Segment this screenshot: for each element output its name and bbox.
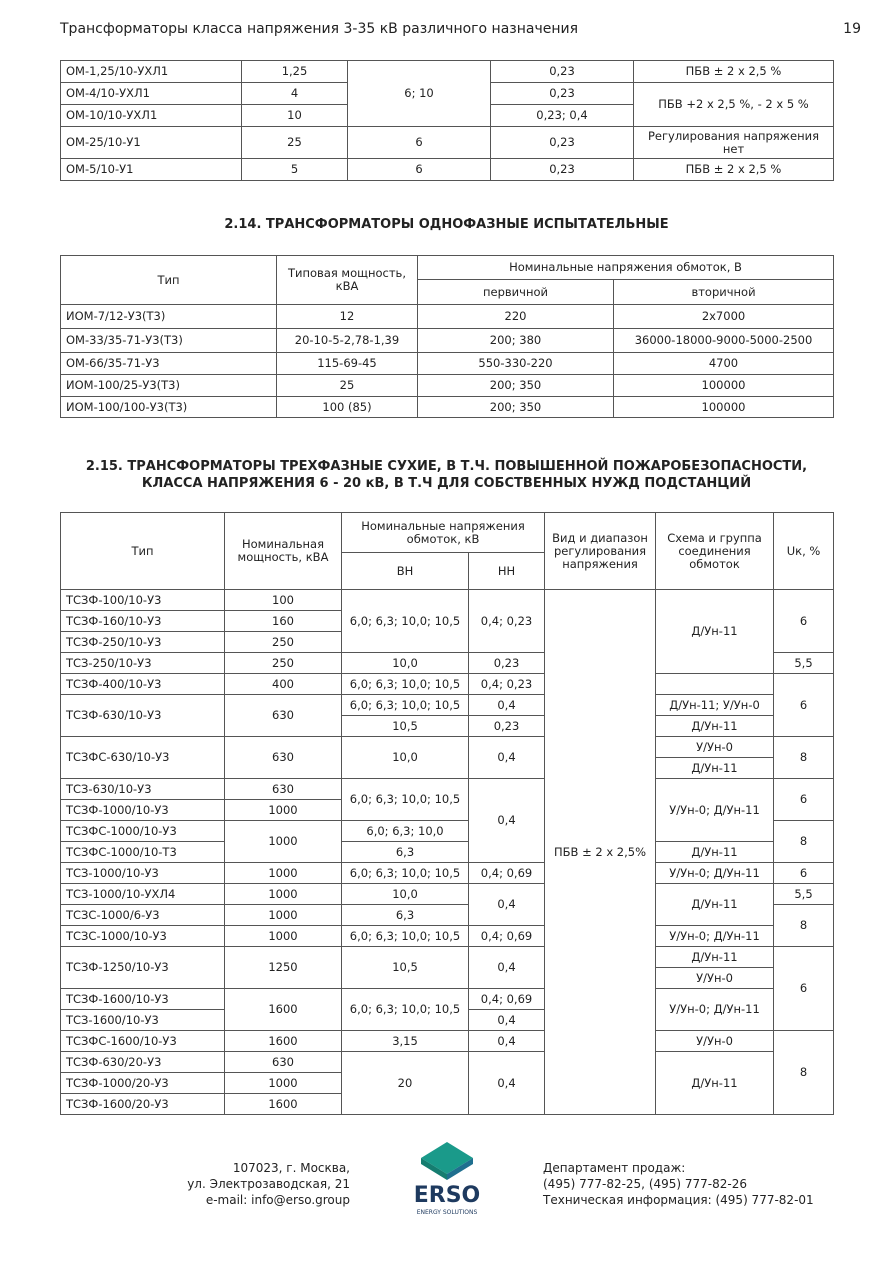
table-cell: ТСЗФС-1600/10-У3 bbox=[61, 1031, 225, 1052]
table-cell: ТСЗС-1000/10-У3 bbox=[61, 926, 225, 947]
table-cell: Д/Ун-11; У/Ун-0 bbox=[656, 695, 774, 716]
table-cell: 1000 bbox=[225, 884, 342, 905]
table-cell: 5 bbox=[242, 159, 348, 181]
table-cell: У/Ун-0; Д/Ун-11 bbox=[656, 989, 774, 1031]
table-cell: 4 bbox=[242, 83, 348, 105]
table-cell: 1600 bbox=[225, 1094, 342, 1115]
logo-subtext: ENERGY SOLUTIONS bbox=[416, 1209, 478, 1216]
table-cell: ТСЗФ-1000/10-У3 bbox=[61, 800, 225, 821]
table-cell: У/Ун-0 bbox=[656, 968, 774, 989]
table-cell: ТСЗС-1000/6-У3 bbox=[61, 905, 225, 926]
table-cell: 6 bbox=[774, 779, 834, 821]
table-cell: 12 bbox=[277, 305, 418, 329]
table-cell: ОМ-33/35-71-У3(Т3) bbox=[61, 329, 277, 353]
erso-logo bbox=[397, 1140, 497, 1220]
table-cell: ОМ-25/10-У1 bbox=[61, 127, 242, 159]
table-cell: 0,4 bbox=[469, 1010, 545, 1031]
table-cell: 1600 bbox=[225, 1031, 342, 1052]
table-cell: 6,0; 6,3; 10,0; 10,5 bbox=[342, 863, 469, 884]
table-cell: 1000 bbox=[225, 905, 342, 926]
address-line: ул. Электрозаводская, 21 bbox=[187, 1177, 350, 1191]
table-cell: 1600 bbox=[225, 989, 342, 1031]
table-cell: 250 bbox=[225, 632, 342, 653]
table-cell: 10,5 bbox=[342, 716, 469, 737]
table-cell: 6,0; 6,3; 10,0; 10,5 bbox=[342, 926, 469, 947]
table-cell: 630 bbox=[225, 1052, 342, 1073]
table-cell: 6,0; 6,3; 10,0; 10,5 bbox=[342, 674, 469, 695]
table-cell: ТСЗ-250/10-У3 bbox=[61, 653, 225, 674]
table-cell: Д/Ун-11 bbox=[656, 758, 774, 779]
contact-line: (495) 777-82-25, (495) 777-82-26 bbox=[543, 1177, 747, 1191]
table-cell: 6,0; 6,3; 10,0; 10,5 bbox=[342, 779, 469, 821]
table-cell: ТСЗФ-400/10-У3 bbox=[61, 674, 225, 695]
header-type: Тип bbox=[61, 256, 277, 305]
table-cell: ТСЗФ-100/10-У3 bbox=[61, 590, 225, 611]
table-cell: 25 bbox=[242, 127, 348, 159]
table-cell: ТСЗФ-630/10-У3 bbox=[61, 695, 225, 737]
table-cell: 100 bbox=[225, 590, 342, 611]
table-cell: ОМ-4/10-УХЛ1 bbox=[61, 83, 242, 105]
table-cell: ПБВ ± 2 х 2,5 % bbox=[634, 61, 834, 83]
table-single-phase-om bbox=[60, 60, 834, 181]
table-cell: У/Ун-0; Д/Ун-11 bbox=[656, 779, 774, 842]
table-cell: ТСЗФС-630/10-У3 bbox=[61, 737, 225, 779]
table-cell: 6,0; 6,3; 10,0; 10,5 bbox=[342, 989, 469, 1031]
table-cell: Д/Ун-11 bbox=[656, 716, 774, 737]
table-cell: Регулирования напряжения нет bbox=[634, 127, 834, 159]
table-cell: 115-69-45 bbox=[277, 353, 418, 375]
header-primary: первичной bbox=[418, 280, 614, 305]
header-regulation: Вид и диапазон регулирования напряжения bbox=[545, 513, 656, 590]
table-cell: 1,25 bbox=[242, 61, 348, 83]
table-cell: 0,4 bbox=[469, 947, 545, 989]
table-cell: 0,4 bbox=[469, 737, 545, 779]
table-cell: 0,4 bbox=[469, 779, 545, 863]
table-cell: ИОМ-7/12-У3(Т3) bbox=[61, 305, 277, 329]
table-cell: 0,4; 0,23 bbox=[469, 674, 545, 695]
table-cell: 0,4 bbox=[469, 695, 545, 716]
table-cell: 0,23; 0,4 bbox=[491, 105, 634, 127]
table-cell: 1000 bbox=[225, 1073, 342, 1094]
table-cell: 1250 bbox=[225, 947, 342, 989]
table-cell: 20-10-5-2,78-1,39 bbox=[277, 329, 418, 353]
table-cell: 6 bbox=[348, 127, 491, 159]
table-cell: Д/Ун-11 bbox=[656, 1052, 774, 1115]
table-cell: 10,0 bbox=[342, 653, 469, 674]
table-cell: 0,23 bbox=[491, 127, 634, 159]
table-cell: 6; 10 bbox=[348, 61, 491, 127]
table-cell: 5,5 bbox=[774, 653, 834, 674]
table-test-transformers bbox=[60, 255, 834, 418]
table-cell: 0,4; 0,69 bbox=[469, 863, 545, 884]
table-cell: 6 bbox=[348, 159, 491, 181]
table-cell: ТСЗФ-1000/20-У3 bbox=[61, 1073, 225, 1094]
table-cell: 10,0 bbox=[342, 884, 469, 905]
header-power: Типовая мощность, кВА bbox=[277, 256, 418, 305]
table-cell: 20 bbox=[342, 1052, 469, 1115]
header-voltages: Номинальные напряжения обмоток, В bbox=[418, 256, 834, 280]
page-header-title: Трансформаторы класса напряжения 3-35 кВ различного назначения bbox=[60, 21, 579, 37]
table-cell: 6 bbox=[774, 674, 834, 737]
table-cell: 550-330-220 bbox=[418, 353, 614, 375]
table-cell: 100 (85) bbox=[277, 397, 418, 418]
email-link[interactable]: e-mail: info@erso.group bbox=[205, 1193, 350, 1207]
table-cell: 10,5 bbox=[342, 947, 469, 989]
table-cell: 0,4; 0,23 bbox=[469, 590, 545, 653]
table-cell: ПБВ ± 2 х 2,5% bbox=[545, 590, 656, 1115]
table-cell: 0,23 bbox=[491, 61, 634, 83]
table-cell: 6,3 bbox=[342, 842, 469, 863]
table-cell: У/Ун-0 bbox=[656, 737, 774, 758]
table-cell: Д/Ун-11 bbox=[656, 842, 774, 863]
table-cell: 6,0; 6,3; 10,0 bbox=[342, 821, 469, 842]
table-cell: 5,5 bbox=[774, 884, 834, 905]
table-cell: 0,23 bbox=[469, 653, 545, 674]
table-cell: 0,4 bbox=[469, 884, 545, 926]
table-cell: 8 bbox=[774, 1031, 834, 1115]
table-cell: ТСЗФС-1000/10-Т3 bbox=[61, 842, 225, 863]
table-cell: 1000 bbox=[225, 863, 342, 884]
table-cell: У/Ун-0 bbox=[656, 1031, 774, 1052]
contact-line: Техническая информация: (495) 777-82-01 bbox=[543, 1193, 814, 1207]
table-cell: 6 bbox=[774, 947, 834, 1031]
table-cell: 0,23 bbox=[491, 83, 634, 105]
erso-logo-icon bbox=[397, 1140, 497, 1220]
table-cell: 0,4; 0,69 bbox=[469, 926, 545, 947]
section-title-line: КЛАССА НАПРЯЖЕНИЯ 6 - 20 кВ, В Т.Ч ДЛЯ СОБСТВЕННЫХ НУЖД ПОДСТАНЦИЙ bbox=[141, 476, 752, 491]
table-cell: 0,23 bbox=[491, 159, 634, 181]
table-cell: 6 bbox=[774, 863, 834, 884]
table-cell: ТСЗФ-250/10-У3 bbox=[61, 632, 225, 653]
footer-address bbox=[150, 1160, 350, 1208]
page-number: 19 bbox=[843, 21, 861, 37]
header-nn: НН bbox=[469, 553, 545, 590]
table-cell: 1000 bbox=[225, 800, 342, 821]
table-cell: 630 bbox=[225, 737, 342, 779]
table-cell: ОМ-5/10-У1 bbox=[61, 159, 242, 181]
table-cell: ТСЗ-630/10-У3 bbox=[61, 779, 225, 800]
table-cell: ОМ-1,25/10-УХЛ1 bbox=[61, 61, 242, 83]
table-cell: ПБВ ± 2 х 2,5 % bbox=[634, 159, 834, 181]
contact-line: Департамент продаж: bbox=[543, 1161, 686, 1175]
table-cell: 100000 bbox=[614, 397, 834, 418]
table-cell: ТСЗ-1000/10-УХЛ4 bbox=[61, 884, 225, 905]
table-cell: ОМ-10/10-УХЛ1 bbox=[61, 105, 242, 127]
table-cell: 10,0 bbox=[342, 737, 469, 779]
logo-text: ERSO bbox=[413, 1183, 481, 1208]
header-voltages: Номинальные напряжения обмоток, кВ bbox=[342, 513, 545, 553]
table-cell: 250 bbox=[225, 653, 342, 674]
table-cell: ТСЗФ-1250/10-У3 bbox=[61, 947, 225, 989]
table-cell: 100000 bbox=[614, 375, 834, 397]
table-cell: 6,3 bbox=[342, 905, 469, 926]
table-cell: 8 bbox=[774, 905, 834, 947]
table-cell: 6,0; 6,3; 10,0; 10,5 bbox=[342, 590, 469, 653]
table-cell: 0,4; 0,69 bbox=[469, 989, 545, 1010]
header-type: Тип bbox=[61, 513, 225, 590]
table-cell: 2х7000 bbox=[614, 305, 834, 329]
table-cell: 36000-18000-9000-5000-2500 bbox=[614, 329, 834, 353]
table-cell: ТСЗФС-1000/10-У3 bbox=[61, 821, 225, 842]
section-title-2-14: 2.14. ТРАНСФОРМАТОРЫ ОДНОФАЗНЫЕ ИСПЫТАТЕЛЬНЫЕ bbox=[224, 217, 669, 232]
header-secondary: вторичной bbox=[614, 280, 834, 305]
table-cell: 0,4 bbox=[469, 1052, 545, 1115]
table-cell: 6,0; 6,3; 10,0; 10,5 bbox=[342, 695, 469, 716]
table-cell: 4700 bbox=[614, 353, 834, 375]
table-cell: 8 bbox=[774, 821, 834, 863]
table-cell: Д/Ун-11 bbox=[656, 590, 774, 674]
table-cell: 400 bbox=[225, 674, 342, 695]
table-cell: ИОМ-100/100-У3(Т3) bbox=[61, 397, 277, 418]
table-cell: ТСЗ-1000/10-У3 bbox=[61, 863, 225, 884]
table-cell: 220 bbox=[418, 305, 614, 329]
table-cell: ТСЗФ-630/20-У3 bbox=[61, 1052, 225, 1073]
table-cell: ТСЗ-1600/10-У3 bbox=[61, 1010, 225, 1031]
table-cell: ТСЗФ-1600/20-У3 bbox=[61, 1094, 225, 1115]
table-cell bbox=[656, 674, 774, 695]
section-title-line: 2.15. ТРАНСФОРМАТОРЫ ТРЕХФАЗНЫЕ СУХИЕ, В Т.Ч. ПОВЫШЕННОЙ ПОЖАРОБЕЗОПАСНОСТИ, bbox=[85, 459, 808, 474]
table-cell: 630 bbox=[225, 695, 342, 737]
table-cell: 200; 350 bbox=[418, 397, 614, 418]
table-cell: 1000 bbox=[225, 926, 342, 947]
table-cell: 25 bbox=[277, 375, 418, 397]
table-cell: 1000 bbox=[225, 821, 342, 863]
table-cell: 3,15 bbox=[342, 1031, 469, 1052]
table-dry-transformers bbox=[60, 512, 834, 1115]
table-cell: ТСЗФ-1600/10-У3 bbox=[61, 989, 225, 1010]
table-cell: 0,4 bbox=[469, 1031, 545, 1052]
header-scheme: Схема и группа соединения обмоток bbox=[656, 513, 774, 590]
table-cell: 200; 350 bbox=[418, 375, 614, 397]
table-cell: ПБВ +2 х 2,5 %, - 2 х 5 % bbox=[634, 83, 834, 127]
table-cell: 160 bbox=[225, 611, 342, 632]
footer-contacts bbox=[543, 1160, 814, 1208]
table-cell: Д/Ун-11 bbox=[656, 947, 774, 968]
table-cell: ИОМ-100/25-У3(Т3) bbox=[61, 375, 277, 397]
table-cell: 200; 380 bbox=[418, 329, 614, 353]
table-cell: У/Ун-0; Д/Ун-11 bbox=[656, 926, 774, 947]
table-cell: 6 bbox=[774, 590, 834, 653]
table-cell: ТСЗФ-160/10-У3 bbox=[61, 611, 225, 632]
table-cell: У/Ун-0; Д/Ун-11 bbox=[656, 863, 774, 884]
section-title-2-15 bbox=[0, 458, 893, 492]
table-cell: 8 bbox=[774, 737, 834, 779]
header-vn: ВН bbox=[342, 553, 469, 590]
table-cell: Д/Ун-11 bbox=[656, 884, 774, 926]
address-line: 107023, г. Москва, bbox=[232, 1161, 350, 1175]
table-cell: 0,23 bbox=[469, 716, 545, 737]
header-uk: Uк, % bbox=[774, 513, 834, 590]
table-cell: ОМ-66/35-71-У3 bbox=[61, 353, 277, 375]
table-cell: 10 bbox=[242, 105, 348, 127]
header-power: Номинальная мощность, кВА bbox=[225, 513, 342, 590]
table-cell: 630 bbox=[225, 779, 342, 800]
